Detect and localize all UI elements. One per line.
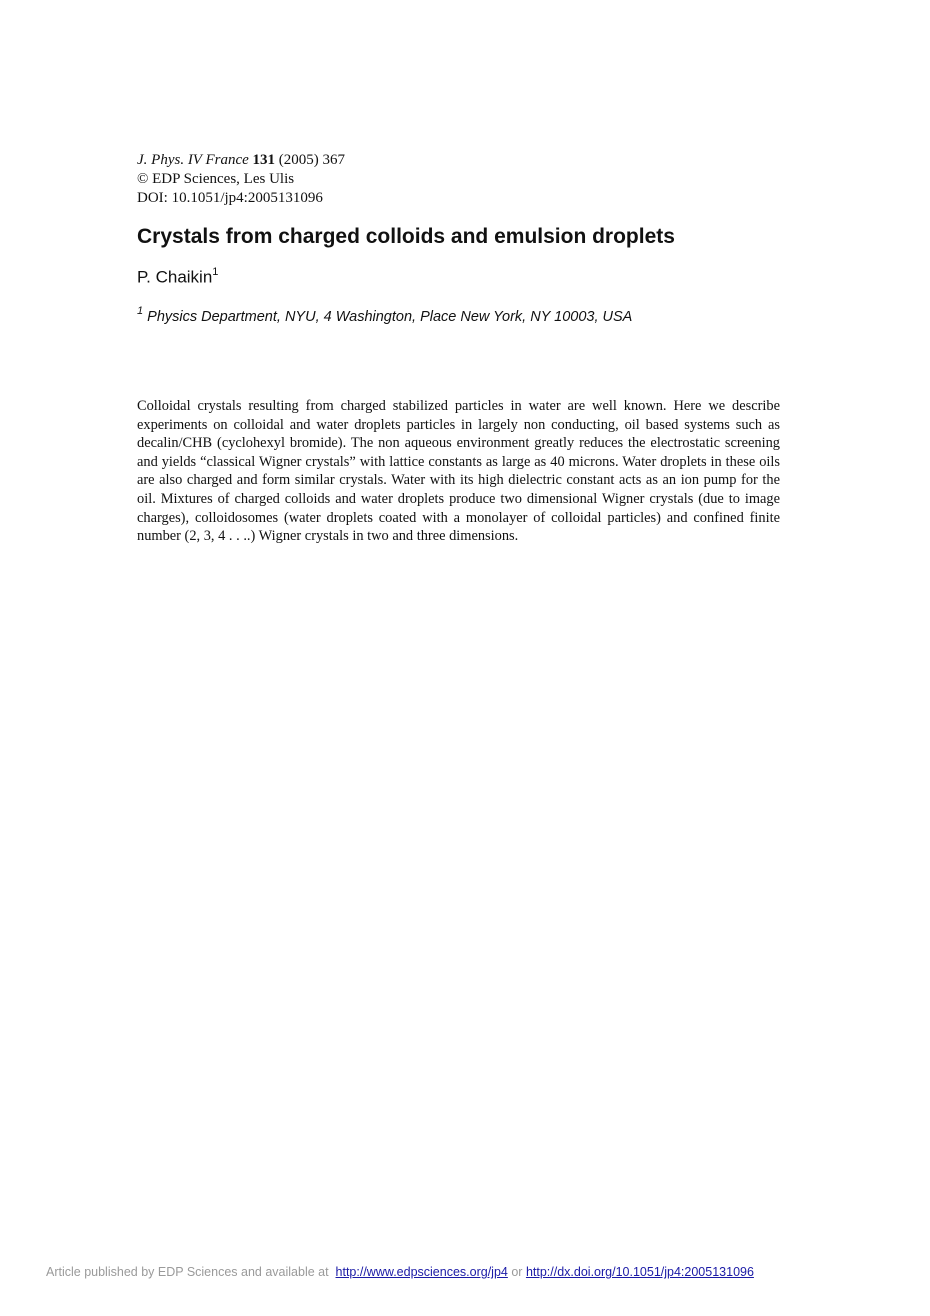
footer-separator: or xyxy=(511,1265,523,1279)
doi-line: DOI: 10.1051/jp4:2005131096 xyxy=(137,190,323,206)
abstract: Colloidal crystals resulting from charged stabilized particles in water are well known. Here we describe experiments on colloidal and water droplets particles in largely non conducting, oil based systems such as decalin/CHB (cyclohexyl bromide). The non aqueous environment greatly reduces the electrostatic screening and yields “classical Wigner crystals” with lattice constants as large as 40 microns. Water droplets in these oils are also charged and form similar crystals. Water with its high dielectric constant acts as an ion pump for the oil. Mixtures of charged colloids and water droplets produce two dimensional Wigner crystals (due to image charges), colloidosomes (water droplets coated with a monolayer of colloidal particles) and confined finite number (2, 3, 4 . . ..) Wigner crystals in two and three dimensions. xyxy=(137,398,780,545)
journal-header xyxy=(137,151,345,208)
citation-line xyxy=(137,151,345,170)
doi-link[interactable]: http://dx.doi.org/10.1051/jp4:2005131096 xyxy=(525,1265,754,1279)
footer-prefix: Article published by EDP Sciences and available at xyxy=(46,1265,329,1279)
journal-year-pages: (2005) 367 xyxy=(278,152,346,168)
author-line xyxy=(137,262,218,289)
author-affiliation-mark: 1 xyxy=(212,266,219,278)
affiliation-mark: 1 xyxy=(137,305,144,317)
journal-name: J. Phys. IV France xyxy=(137,152,249,168)
paper-title: Crystals from charged colloids and emulsion droplets xyxy=(137,225,675,248)
author-name: P. Chaikin xyxy=(137,267,213,287)
journal-link[interactable]: http://www.edpsciences.org/jp4 xyxy=(335,1265,508,1279)
affiliation-line xyxy=(137,302,632,327)
journal-volume: 131 xyxy=(252,152,276,168)
publication-footer xyxy=(46,1264,754,1280)
affiliation-text: Physics Department, NYU, 4 Washington, Place New York, NY 10003, USA xyxy=(147,308,633,325)
copyright-line: © EDP Sciences, Les Ulis xyxy=(137,171,295,187)
